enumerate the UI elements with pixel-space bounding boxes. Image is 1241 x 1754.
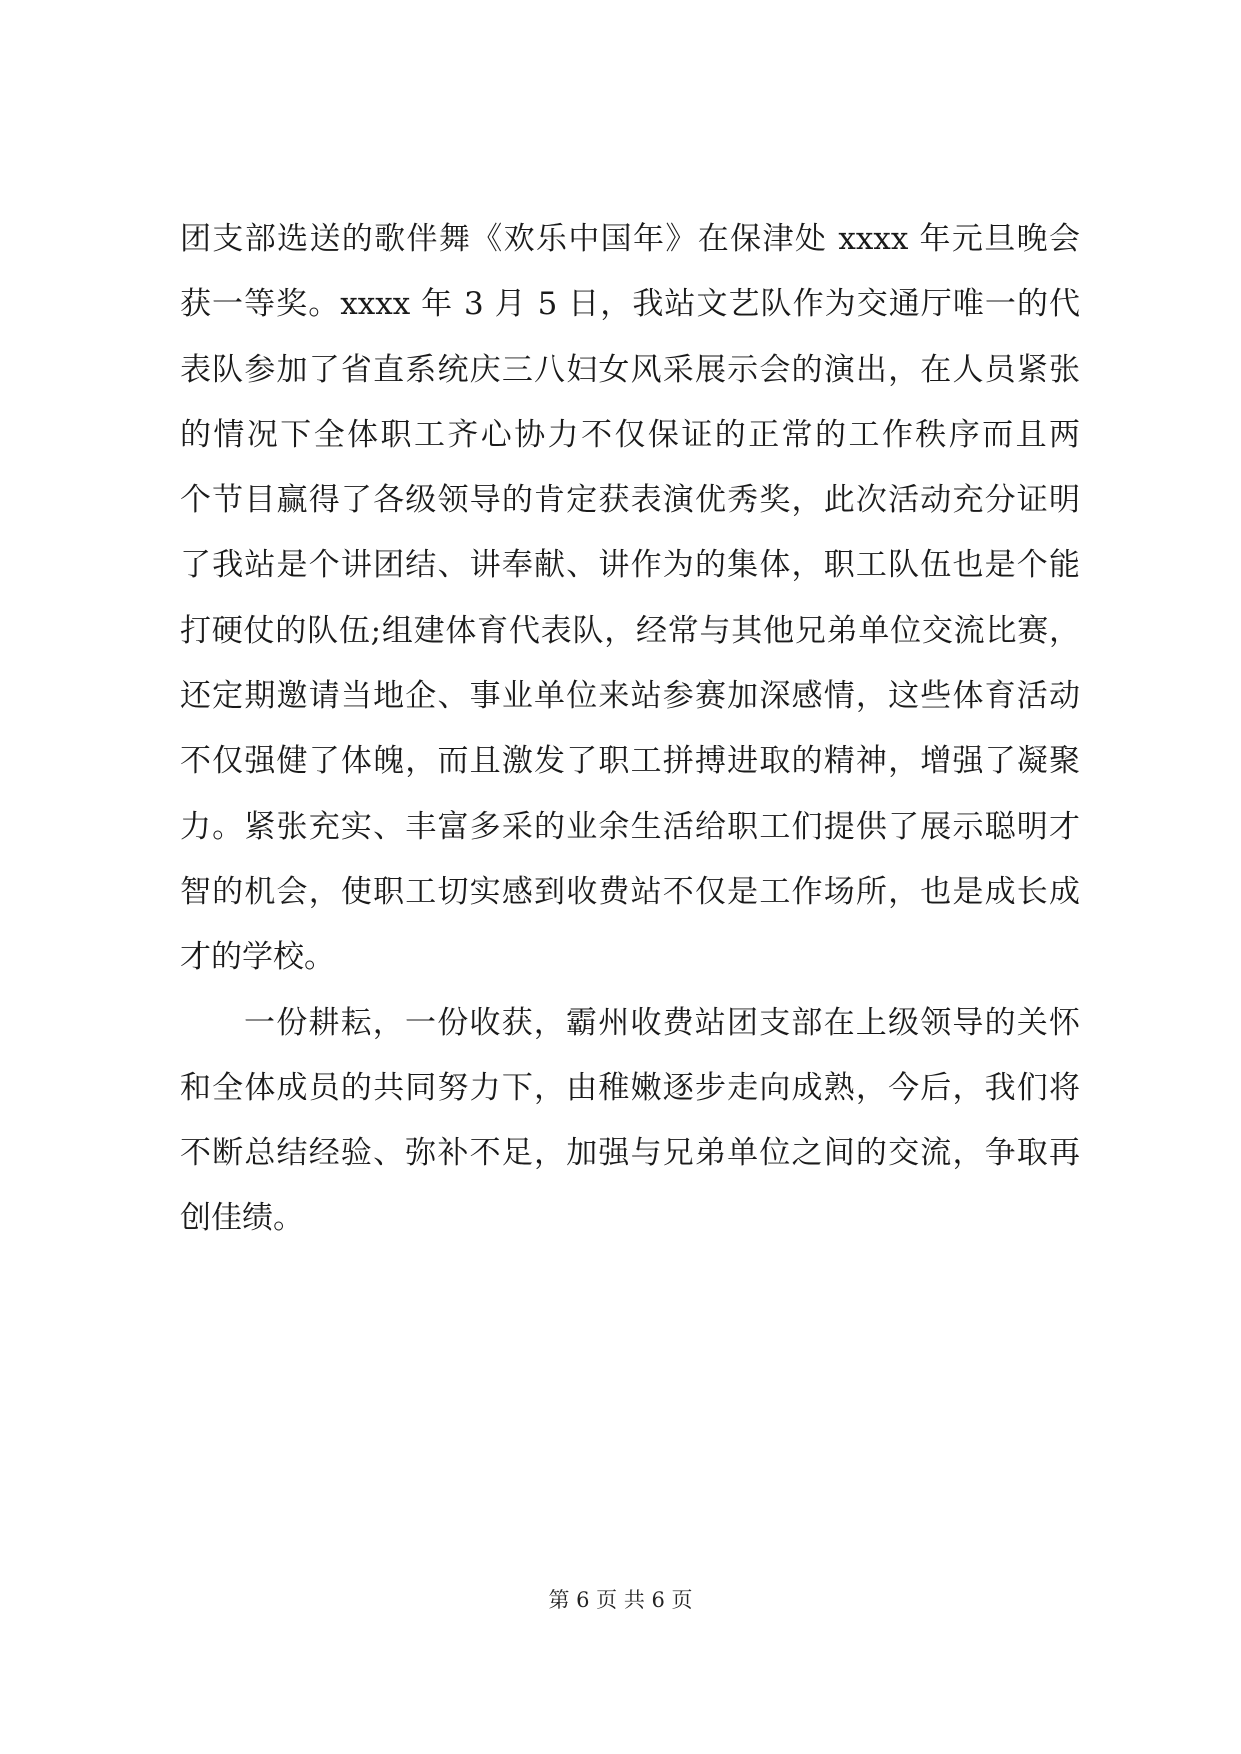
paragraph-1-line-11: 智的机会，使职工切实感到收费站不仅是工作场所，也是成长成	[180, 873, 1080, 910]
paragraph-1-line-7: 打硬仗的队伍;组建体育代表队，经常与其他兄弟单位交流比赛，	[180, 612, 1080, 649]
paragraph-2	[180, 991, 1080, 1252]
paragraph-1-line-3: 表队参加了省直系统庆三八妇女风采展示会的演出，在人员紧张	[180, 351, 1080, 388]
paragraph-1-line-12: 才的学校。	[180, 939, 335, 976]
body-text	[180, 207, 1080, 1252]
paragraph-1-line-9: 不仅强健了体魄，而且激发了职工拼搏进取的精神，增强了凝聚	[180, 743, 1080, 780]
paragraph-1-line-5: 个节目赢得了各级领导的肯定获表演优秀奖，此次活动充分证明	[180, 482, 1080, 519]
paragraph-1-line-6: 了我站是个讲团结、讲奉献、讲作为的集体，职工队伍也是个能	[180, 547, 1080, 584]
paragraph-1-line-10: 力。紧张充实、丰富多采的业余生活给职工们提供了展示聪明才	[180, 808, 1080, 845]
paragraph-1-line-8: 还定期邀请当地企、事业单位来站参赛加深感情，这些体育活动	[180, 678, 1080, 715]
paragraph-1-line-4: 的情况下全体职工齐心协力不仅保证的正常的工作秩序而且两	[180, 416, 1080, 453]
paragraph-2-line-4: 创佳绩。	[180, 1200, 304, 1237]
page-number-footer: 第 6 页 共 6 页	[548, 1588, 693, 1612]
paragraph-2-line-3: 不断总结经验、弥补不足，加强与兄弟单位之间的交流，争取再	[180, 1135, 1080, 1172]
paragraph-1-line-1: 团支部选送的歌伴舞《欢乐中国年》在保津处 xxxx 年元旦晚会	[180, 221, 1080, 257]
paragraph-2-line-1: 一份耕耘，一份收获，霸州收费站团支部在上级领导的关怀	[244, 1004, 1080, 1041]
paragraph-1-line-2: 获一等奖。xxxx 年 3 月 5 日，我站文艺队作为交通厅唯一的代	[180, 286, 1080, 323]
paragraph-2-line-2: 和全体成员的共同努力下，由稚嫩逐步走向成熟，今后，我们将	[180, 1069, 1080, 1106]
paragraph-1	[180, 207, 1080, 991]
